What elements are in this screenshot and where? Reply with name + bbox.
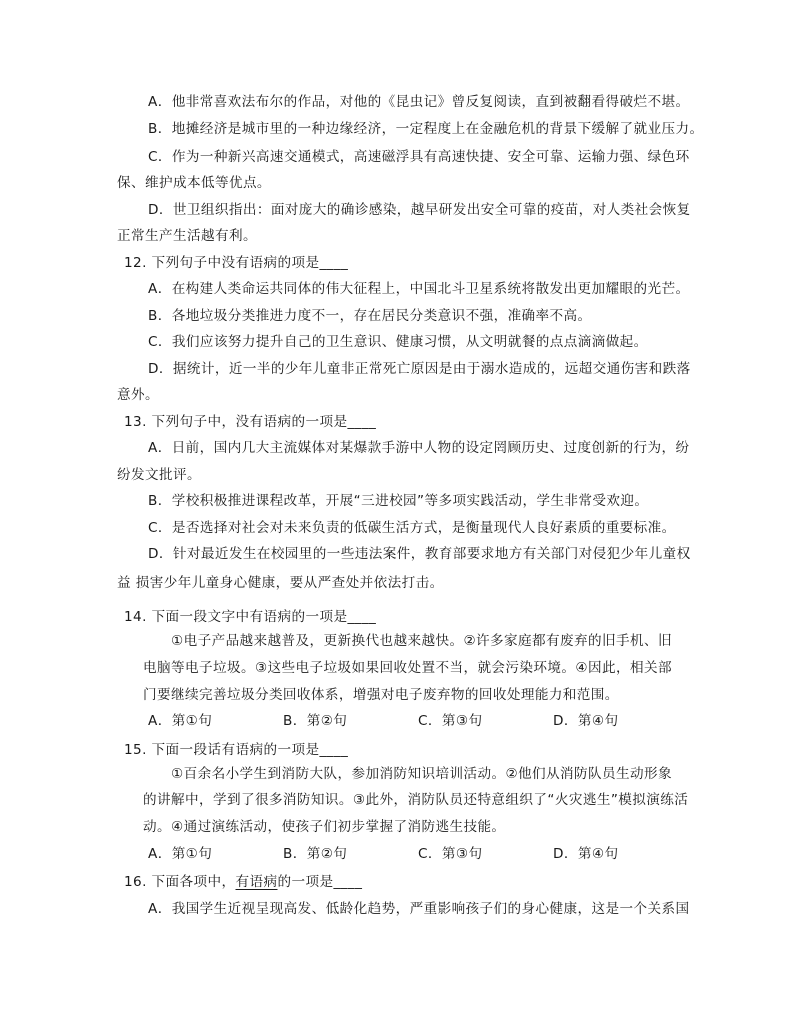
q16-option-a-line1: A．我国学生近视呈现高发、低龄化趋势，严重影响孩子们的身心健康，这是一个关系国	[148, 901, 690, 917]
q15-option-d[interactable]: D．第④句	[553, 846, 619, 862]
q14-stem: 14. 下面一段文字中有语病的一项是____	[124, 609, 377, 625]
q12-option-d-line2: 意外。	[117, 387, 159, 403]
q14-passage-line2: 电脑等电子垃圾。③这些电子垃圾如果回收处置不当，就会污染环境。④因此，相关部	[143, 660, 672, 676]
q13-option-b: B．学校积极推进课程改革，开展“三进校园”等多项实践活动，学生非常受欢迎。	[148, 493, 649, 509]
q11-option-d-line2: 正常生产生活越有利。	[117, 228, 257, 244]
q12-option-d-line1: D．据统计，近一半的少年儿童非正常死亡原因是由于溺水造成的，远超交通伤害和跌落	[148, 361, 691, 377]
q14-option-a[interactable]: A．第①句	[148, 713, 213, 729]
q13-option-d-line1: D．针对最近发生在校园里的一些违法案件，教育部要求地方有关部门对侵犯少年儿童权	[148, 546, 691, 562]
q15-passage-line2: 的讲解中，学到了很多消防知识。③此外，消防队员还特意组织了“火灾逃生”模拟演练活	[143, 792, 689, 808]
q14-passage-line3: 门要继续完善垃圾分类回收体系，增强对电子废弃物的回收处理能力和范围。	[143, 687, 619, 703]
q13-option-c: C．是否选择对社会对未来负责的低碳生活方式，是衡量现代人良好素质的重要标准。	[148, 520, 676, 536]
q13-stem: 13. 下列句子中，没有语病的一项是____	[124, 414, 377, 430]
q15-passage-line1: ①百余名小学生到消防大队，参加消防知识培训活动。②他们从消防队员生动形象	[171, 766, 672, 782]
q11-option-a: A．他非常喜欢法布尔的作品，对他的《昆虫记》曾反复阅读，直到被翻看得破烂不堪。	[148, 94, 690, 110]
q16-stem-underlined: 有语病	[235, 874, 278, 890]
q12-option-b: B．各地垃圾分类推进力度不一，存在居民分类意识不强，准确率不高。	[148, 308, 592, 324]
q14-options	[148, 711, 688, 731]
q15-options	[148, 844, 688, 864]
q13-option-a-line1: A．日前，国内几大主流媒体对某爆款手游中人物的设定罔顾历史、过度创新的行为，纷	[148, 440, 690, 456]
q12-option-a: A．在构建人类命运共同体的伟大征程上，中国北斗卫星系统将散发出更加耀眼的光芒。	[148, 281, 690, 297]
q13-option-a-line2: 纷发文批评。	[117, 467, 201, 483]
q15-option-b[interactable]: B．第②句	[283, 846, 348, 862]
q16-stem-prefix: 16. 下面各项中，	[124, 874, 236, 890]
q16-stem	[124, 872, 362, 892]
q11-option-c-line1: C．作为一种新兴高速交通模式，高速磁浮具有高速快捷、安全可靠、运输力强、绿色环	[148, 149, 690, 165]
q15-passage-line3: 动。④通过演练活动，使孩子们初步掌握了消防逃生技能。	[143, 819, 506, 835]
q13-option-d-line2: 益 损害少年儿童身心健康，要从严查处并依法打击。	[117, 575, 444, 591]
q12-stem: 12. 下列句子中没有语病的项是____	[124, 255, 349, 271]
q14-option-d[interactable]: D．第④句	[553, 713, 619, 729]
q14-passage-line1: ①电子产品越来越普及，更新换代也越来越快。②许多家庭都有废弃的旧手机、旧	[171, 633, 672, 649]
q11-option-c-line2: 保、维护成本低等优点。	[117, 175, 271, 191]
q15-option-a[interactable]: A．第①句	[148, 846, 213, 862]
q15-stem: 15. 下面一段话有语病的一项是____	[124, 742, 349, 758]
q11-option-d-line1: D．世卫组织指出：面对庞大的确诊感染，越早研发出安全可靠的疫苗，对人类社会恢复	[148, 202, 691, 218]
q12-option-c: C．我们应该努力提升自己的卫生意识、健康习惯，从文明就餐的点点滴滴做起。	[148, 334, 648, 350]
q14-option-c[interactable]: C．第③句	[418, 713, 483, 729]
q11-option-b: B．地摊经济是城市里的一种边缘经济，一定程度上在金融危机的背景下缓解了就业压力。	[148, 121, 704, 137]
q16-stem-suffix: 的一项是____	[277, 874, 363, 890]
q15-option-c[interactable]: C．第③句	[418, 846, 483, 862]
q14-option-b[interactable]: B．第②句	[283, 713, 348, 729]
